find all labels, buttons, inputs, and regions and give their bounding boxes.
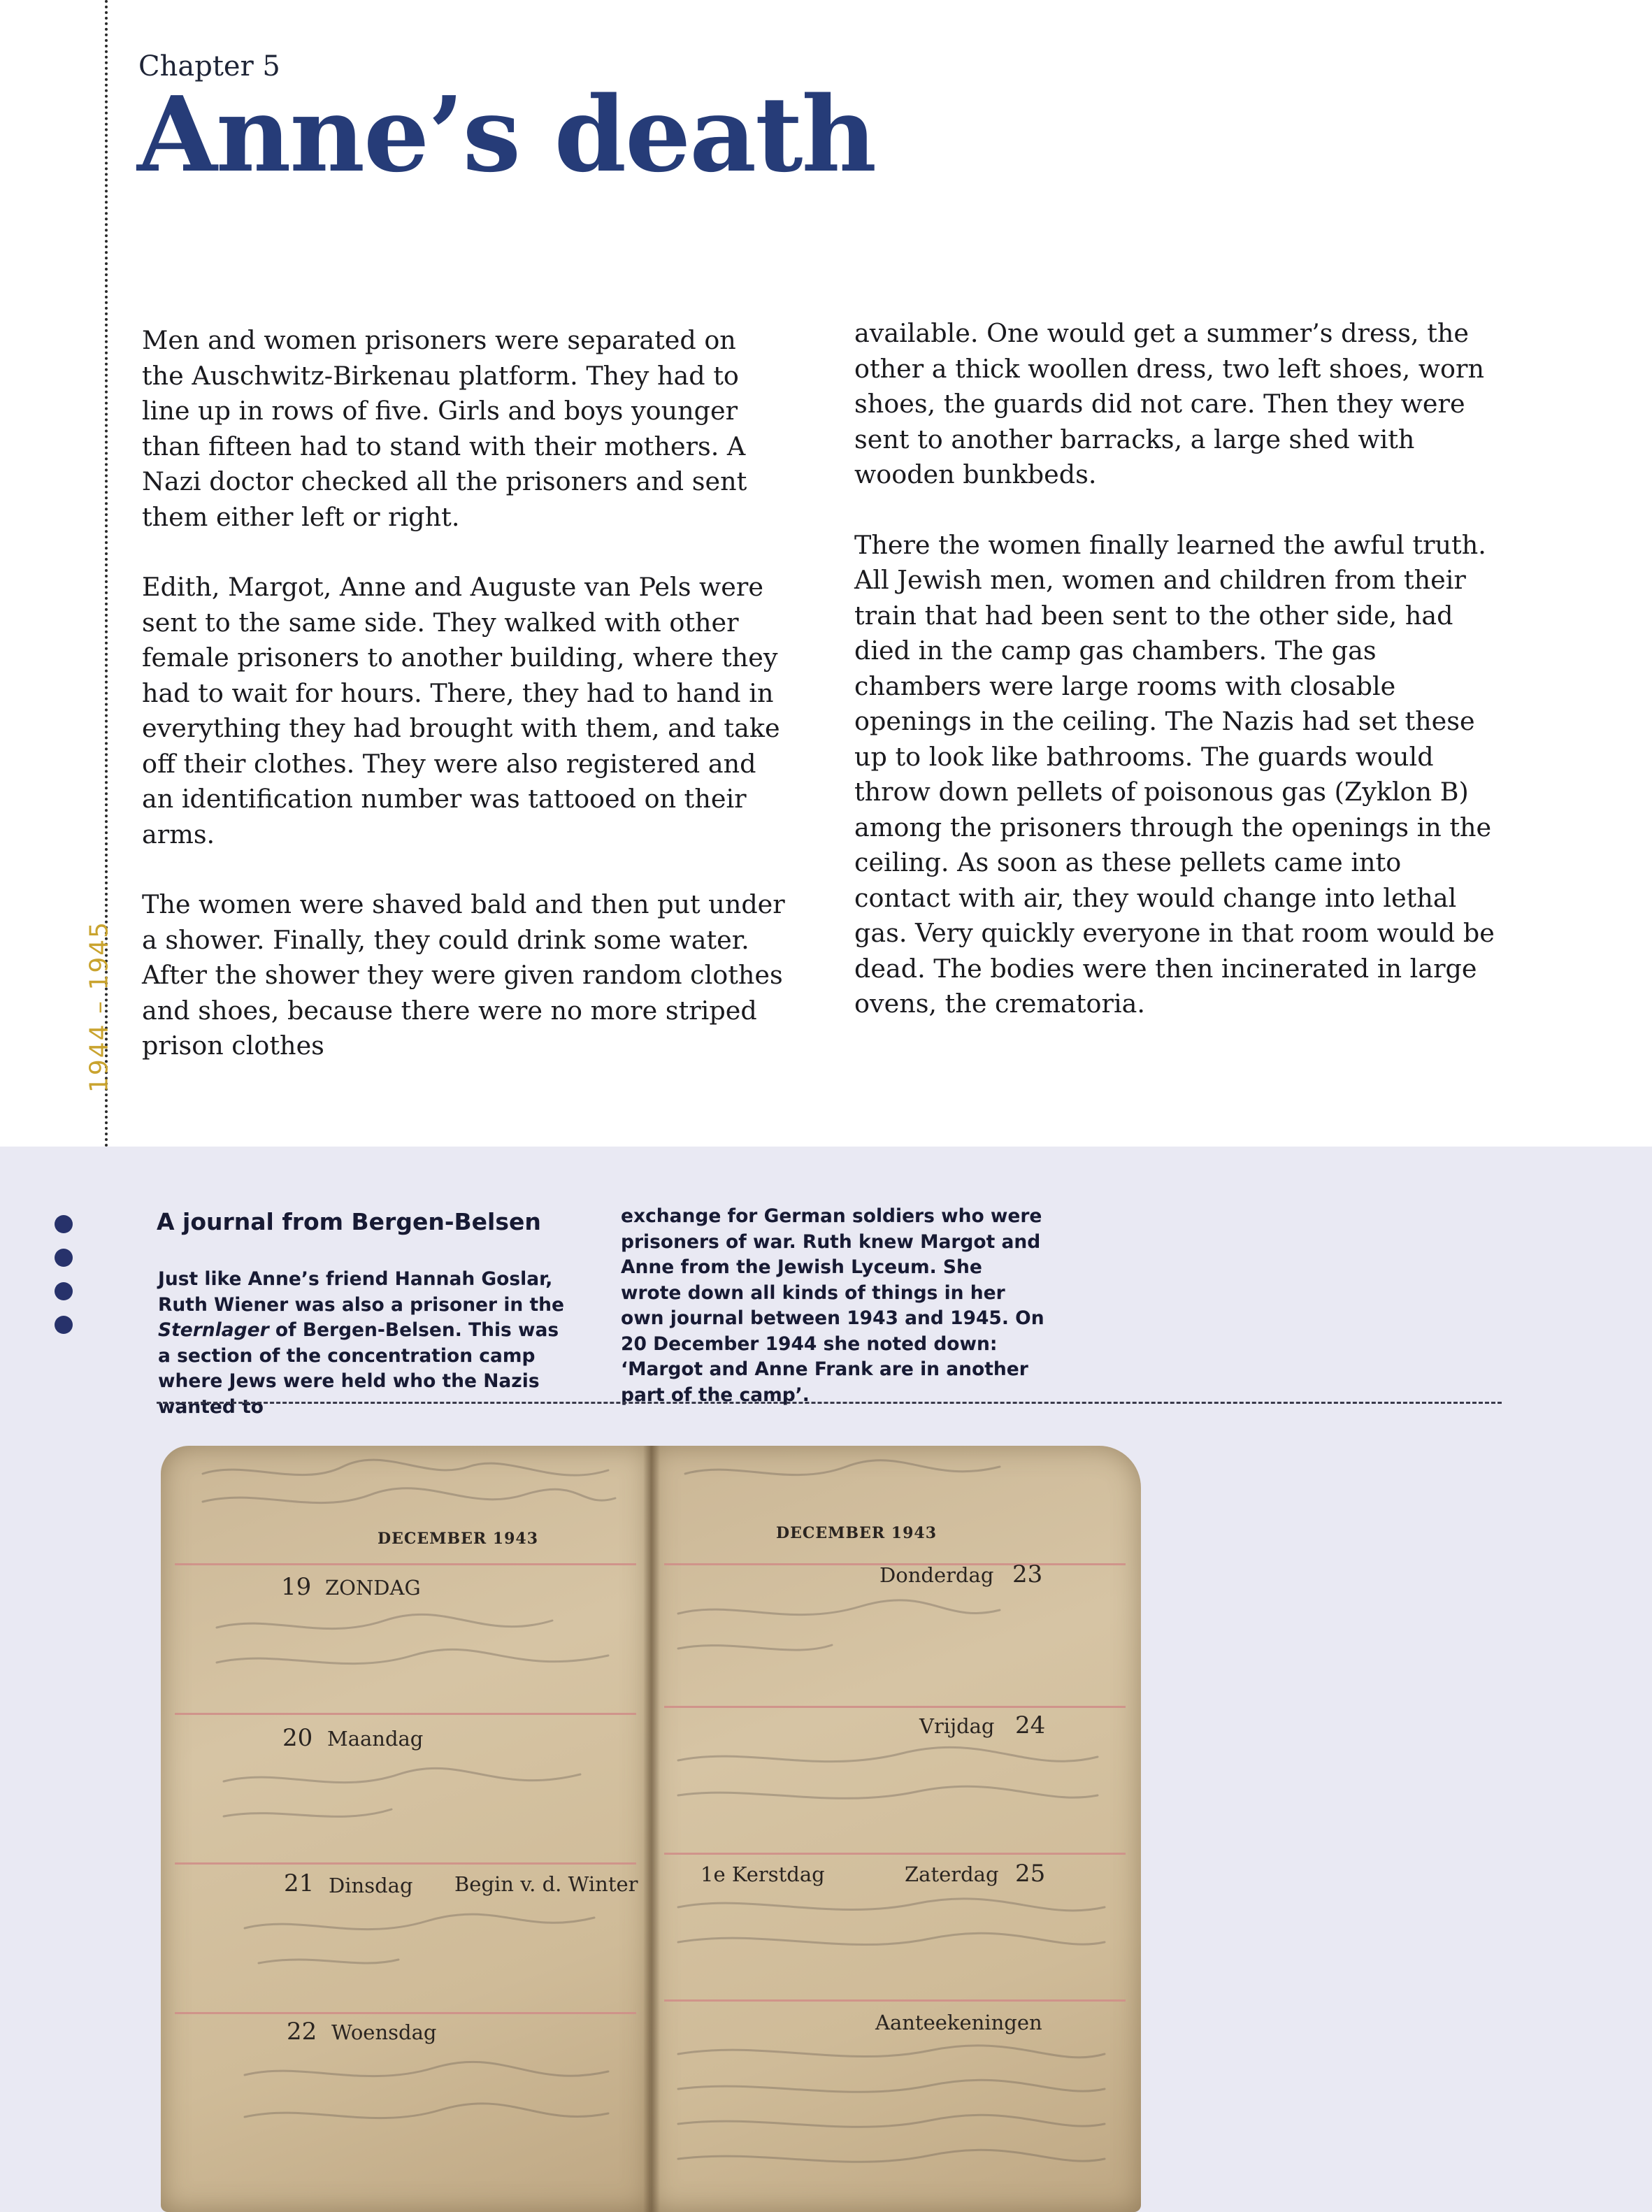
dashed-divider [157,1402,1502,1404]
chapter-label: Chapter 5 [138,50,280,82]
diary-day-number: 20 [282,1724,313,1752]
diary-notes-label: Aanteekeningen [875,2011,1042,2034]
diary-day-number: 23 [1012,1560,1043,1588]
paragraph: The women were shaved bald and then put under a shower. Finally, they could drink some water. After the shower they were given random clothes and shoes, because there were no more striped prison clothes [142,889,785,1061]
article-left-column [142,323,785,1099]
text-run-italic: Sternlager [158,1319,269,1341]
bullet-dot-icon [55,1215,73,1233]
text-run: of Bergen-Belsen. This was a section of the concentration camp where Jews were held who the Nazis wanted to [158,1319,559,1418]
diary-day-name: Woensdag [331,2020,437,2044]
bullet-dot-icon [55,1249,73,1267]
diary-day-name: Maandag [327,1727,424,1751]
diary-day-note: Begin v. d. Winter [454,1872,638,1896]
page-title: Anne’s death [137,73,876,195]
period-side-label: 1944 – 1945 [85,920,114,1093]
diary-day-name: ZONDAG [325,1576,421,1600]
diary-day-number: 21 [284,1869,315,1897]
diary-day-number: 24 [1015,1711,1046,1739]
diary-day-number: 19 [281,1573,312,1601]
bullet-dot-icon [55,1316,73,1334]
paragraph: Men and women prisoners were separated on the Auschwitz-Birkenau platform. They had to line up in rows of five. Girls and boys younger than fifteen had to stand with their mothers. A Nazi doctor checked all the prisoners and sent them either left or right. [142,325,747,532]
paragraph: Edith, Margot, Anne and Auguste van Pels were sent to the same side. They walked with other female prisoners to another building, where they had to wait for hours. There, they had to hand in everything they had brought with them, and take off their clothes. They were also registered and an identification number was tattooed on their arms. [142,572,780,849]
diary-day-name: Dinsdag [329,1874,413,1897]
diary-day-number: 22 [287,2018,317,2046]
diary-month-heading: DECEMBER 1943 [776,1524,938,1542]
sidebar-box-left-text [158,1267,577,1420]
decorative-bullets [55,1215,76,1349]
article-right-column [854,316,1497,1057]
paragraph: There the women finally learned the awful truth. All Jewish men, women and children from their train that had been sent to the other side, had died in the camp gas chambers. The gas chambers were large rooms with closable openings in the ceiling. The Nazis had set these up to look like bathrooms. The guards would throw down pellets of poisonous gas (Zyklon B) among the prisoners through the openings in the ceiling. As soon as these pellets came into contact with air, they would change into lethal gas. Very quickly everyone in that room would be dead. The bodies were then incinerated in large ovens, the crematoria. [854,529,1495,1019]
diary-day-note: 1e Kerstdag [701,1862,825,1886]
handwriting-scribbles [161,1446,1141,2212]
paragraph: available. One would get a summer’s dress, the other a thick woollen dress, two left shoes, worn shoes, the guards did not care. Then they were sent to another barracks, a large shed with wooden bunkbeds. [854,318,1484,489]
diary-photo [161,1446,1141,2212]
diary-day-name: Vrijdag [919,1714,995,1738]
diary-month-heading: DECEMBER 1943 [378,1530,539,1548]
diary-day-name: Zaterdag [905,1862,999,1886]
diary-day-name: Donderdag [879,1563,994,1587]
sidebar-box-right-text: exchange for German soldiers who were prisoners of war. Ruth knew Margot and Anne from the Jewish Lyceum. She wrote down all kinds of things in her own journal between 1943 and 1945. On 20 December 1944 she noted down: ‘Margot and Anne Frank are in another part of the camp’. [621,1205,1044,1406]
bullet-dot-icon [55,1282,73,1300]
text-run: Just like Anne’s friend Hannah Goslar, Ruth Wiener was also a prisoner in the [158,1268,565,1316]
diary-day-number: 25 [1015,1860,1046,1888]
sidebar-box-title: A journal from Bergen-Belsen [157,1208,541,1235]
